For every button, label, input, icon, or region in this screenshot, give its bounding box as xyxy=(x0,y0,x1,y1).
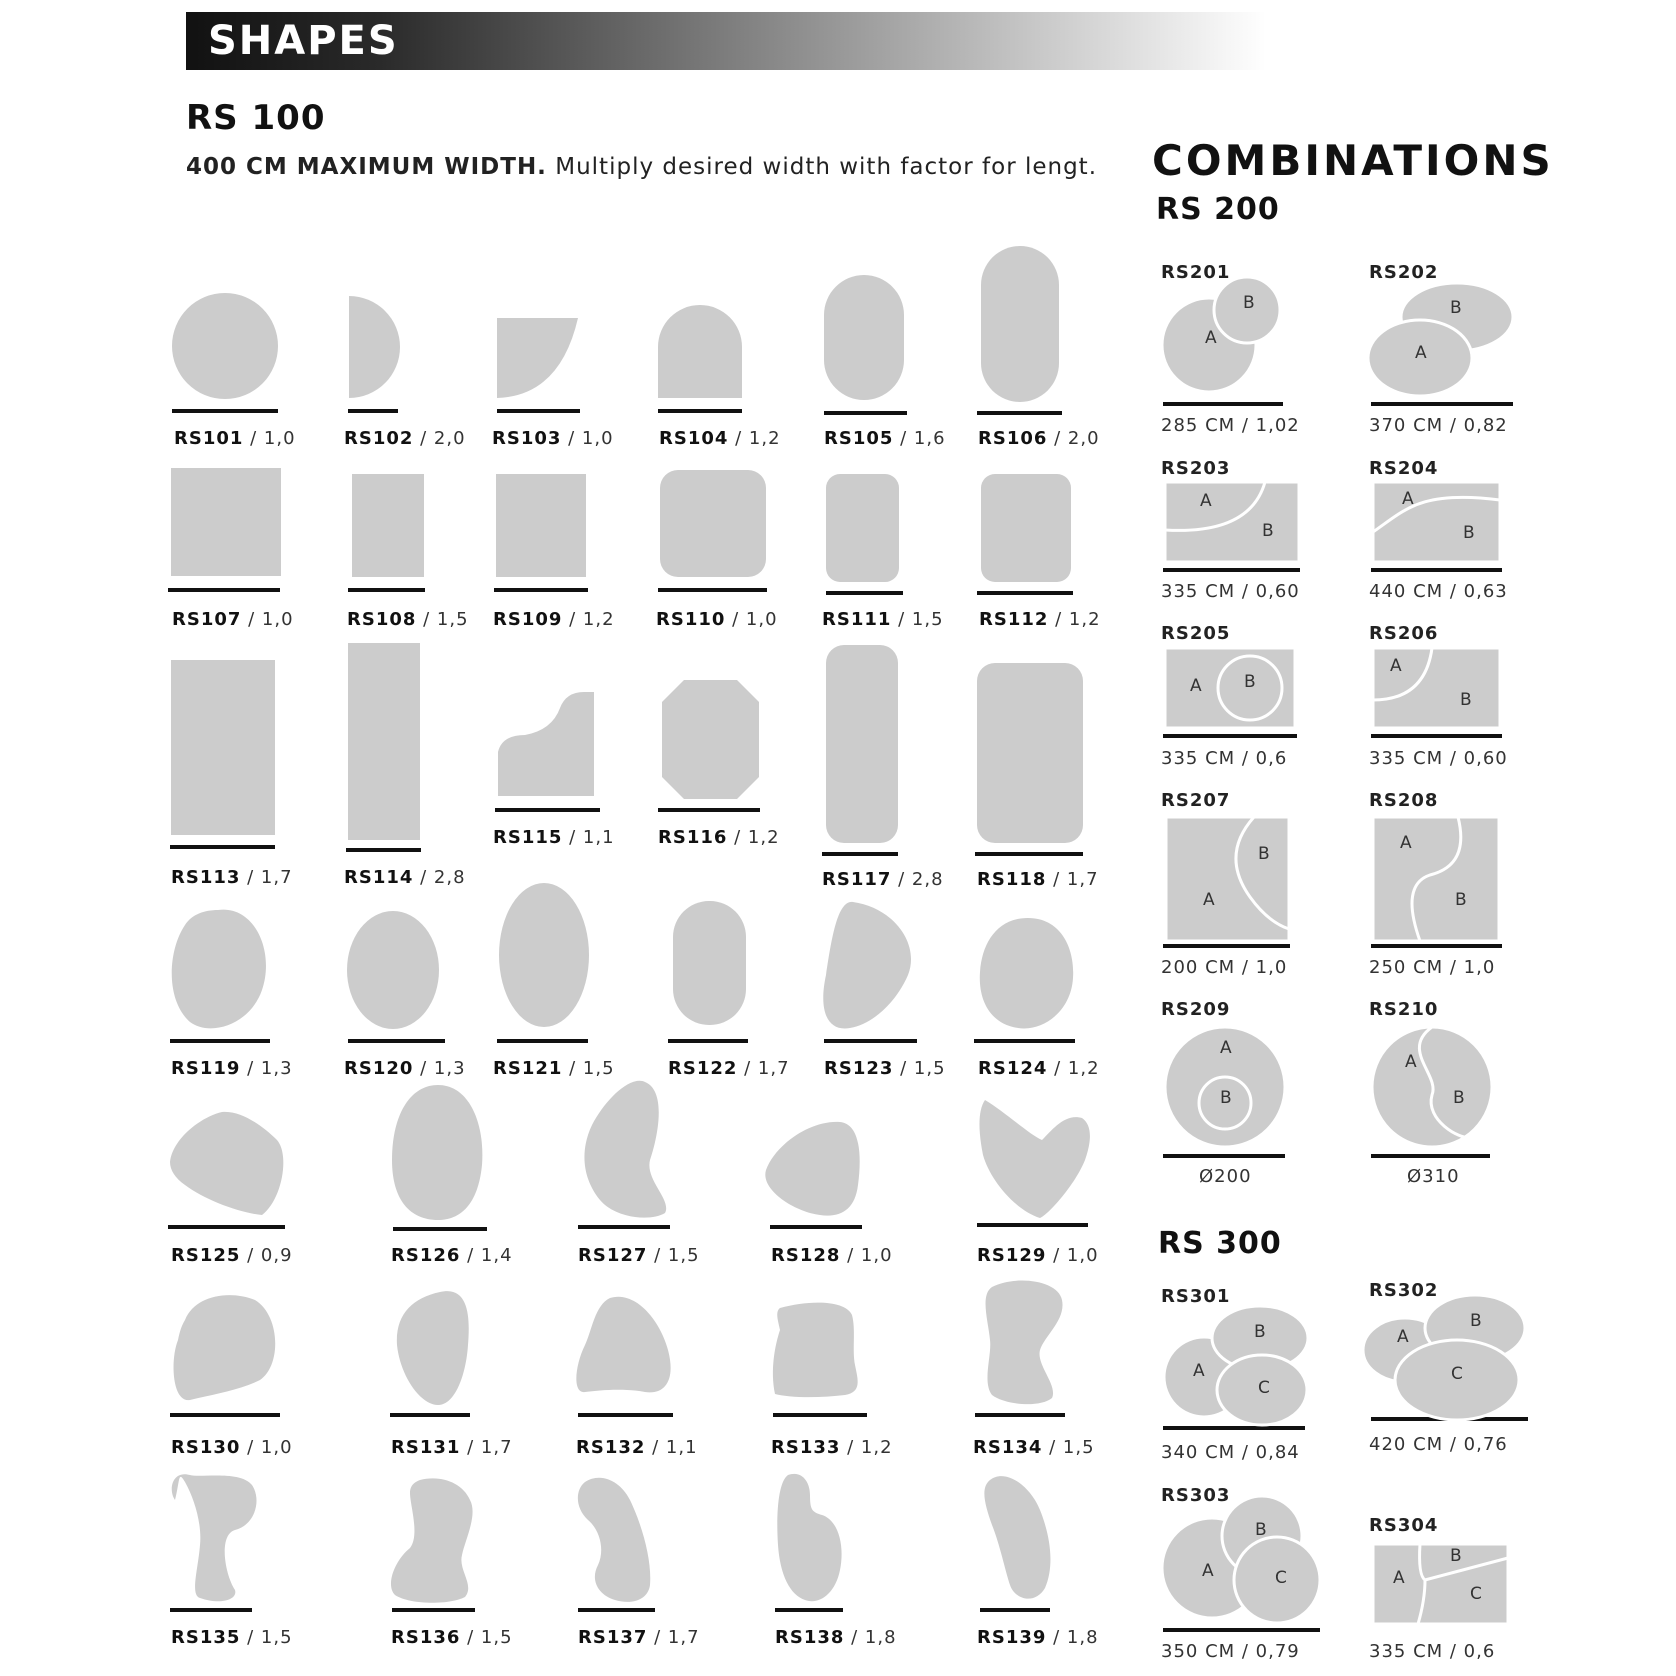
shape-rs107 xyxy=(171,468,281,576)
shape-code: RS128 xyxy=(771,1245,841,1266)
shape-code: RS127 xyxy=(578,1245,648,1266)
shape-code: RS122 xyxy=(668,1058,738,1079)
shape-factor: / 1,3 xyxy=(413,1058,466,1079)
shape-factor: / 1,7 xyxy=(737,1058,790,1079)
shape-code: RS129 xyxy=(977,1245,1047,1266)
part-letter-b: B xyxy=(1450,298,1463,318)
part-letter-a: A xyxy=(1400,833,1413,853)
shape-rs103 xyxy=(497,318,578,398)
combo-caption-rs202: 370 CM / 0,82 xyxy=(1369,415,1508,436)
combo-code-rs304: RS304 xyxy=(1369,1515,1439,1536)
shape-code: RS108 xyxy=(347,609,417,630)
shape-code: RS131 xyxy=(391,1437,461,1458)
part-letter-a: A xyxy=(1393,1568,1406,1588)
shape-rs131 xyxy=(397,1291,469,1405)
combinations-heading: COMBINATIONS xyxy=(1152,136,1554,185)
combo-code-rs303: RS303 xyxy=(1161,1485,1231,1506)
shape-rs121 xyxy=(499,883,589,1027)
combo-code-rs202: RS202 xyxy=(1369,262,1439,283)
shape-rs105 xyxy=(824,275,904,400)
shape-factor: / 1,7 xyxy=(1046,869,1099,890)
shape-code: RS130 xyxy=(171,1437,241,1458)
shape-label-rs126 xyxy=(391,1245,513,1266)
shape-rs136 xyxy=(391,1478,473,1602)
shape-rs111 xyxy=(826,474,899,582)
shape-rs112 xyxy=(981,474,1071,582)
shape-code: RS132 xyxy=(576,1437,646,1458)
shape-label-rs131 xyxy=(391,1437,513,1458)
shape-rs135 xyxy=(172,1474,257,1601)
shape-label-rs118 xyxy=(977,869,1099,890)
shape-rs129 xyxy=(979,1100,1089,1218)
combo-caption-rs201: 285 CM / 1,02 xyxy=(1161,415,1300,436)
shape-code: RS110 xyxy=(656,609,726,630)
part-letter-b: B xyxy=(1455,890,1468,910)
shape-factor: / 1,0 xyxy=(725,609,778,630)
shape-code: RS125 xyxy=(171,1245,241,1266)
shape-label-rs119 xyxy=(171,1058,293,1079)
shape-label-rs135 xyxy=(171,1627,293,1648)
shape-code: RS102 xyxy=(344,428,414,449)
part-letter-a: A xyxy=(1193,1361,1206,1381)
shape-factor: / 1,5 xyxy=(460,1627,513,1648)
shape-rs123 xyxy=(823,902,911,1029)
combo-code-rs301: RS301 xyxy=(1161,1286,1231,1307)
shape-label-rs130 xyxy=(171,1437,293,1458)
shape-label-rs139 xyxy=(977,1627,1099,1648)
part-letter-a: A xyxy=(1405,1052,1418,1072)
shape-rs116 xyxy=(662,680,759,799)
rs205 xyxy=(1165,648,1295,728)
shape-factor: / 1,0 xyxy=(243,428,296,449)
rs204 xyxy=(1373,482,1500,562)
shape-code: RS139 xyxy=(977,1627,1047,1648)
shape-factor: / 1,0 xyxy=(561,428,614,449)
shape-label-rs128 xyxy=(771,1245,893,1266)
shape-factor: / 1,8 xyxy=(1046,1627,1099,1648)
shape-rs114 xyxy=(348,643,420,840)
part-letter-a: A xyxy=(1415,343,1428,363)
part-letter-b: B xyxy=(1255,1520,1268,1540)
shape-factor: / 1,0 xyxy=(241,609,294,630)
shape-rs127 xyxy=(584,1081,666,1218)
shape-label-rs102 xyxy=(344,428,466,449)
combo-caption-rs209: Ø200 xyxy=(1199,1166,1252,1187)
part-letter-a: A xyxy=(1220,1038,1233,1058)
shape-factor: / 2,0 xyxy=(1047,428,1100,449)
combo-caption-rs210: Ø310 xyxy=(1407,1166,1460,1187)
part-letter-b: B xyxy=(1220,1088,1233,1108)
shape-factor: / 1,8 xyxy=(844,1627,897,1648)
subtitle-text: Multiply desired width with factor for lengt. xyxy=(546,154,1098,180)
shape-label-rs117 xyxy=(822,869,944,890)
shape-label-rs134 xyxy=(973,1437,1095,1458)
shape-factor: / 1,5 xyxy=(893,1058,946,1079)
shape-label-rs114 xyxy=(344,867,466,888)
shape-label-rs101 xyxy=(174,428,296,449)
shape-code: RS104 xyxy=(659,428,729,449)
shape-factor: / 1,5 xyxy=(647,1245,700,1266)
shape-rs101 xyxy=(172,293,278,399)
shape-factor: / 2,0 xyxy=(413,428,466,449)
rs208 xyxy=(1373,817,1499,941)
shape-rs133 xyxy=(773,1303,858,1397)
shape-factor: / 1,1 xyxy=(562,827,615,848)
shape-factor: / 1,4 xyxy=(460,1245,513,1266)
shape-code: RS116 xyxy=(658,827,728,848)
shape-rs132 xyxy=(576,1297,670,1393)
part-letter-b: B xyxy=(1244,672,1257,692)
shape-code: RS107 xyxy=(172,609,242,630)
shape-label-rs116 xyxy=(658,827,780,848)
shape-code: RS109 xyxy=(493,609,563,630)
shape-code: RS105 xyxy=(824,428,894,449)
shape-label-rs109 xyxy=(493,609,615,630)
shape-factor: / 0,9 xyxy=(240,1245,293,1266)
combo-caption-rs304: 335 CM / 0,6 xyxy=(1369,1641,1496,1662)
rs300-heading: RS 300 xyxy=(1158,1226,1282,1261)
shape-label-rs104 xyxy=(659,428,781,449)
shape-code: RS124 xyxy=(978,1058,1048,1079)
shape-rs124 xyxy=(980,918,1073,1029)
combo-caption-rs302: 420 CM / 0,76 xyxy=(1369,1434,1508,1455)
shape-factor: / 1,7 xyxy=(647,1627,700,1648)
shape-factor: / 1,5 xyxy=(562,1058,615,1079)
shape-factor: / 1,2 xyxy=(562,609,615,630)
shape-code: RS115 xyxy=(493,827,563,848)
shape-label-rs129 xyxy=(977,1245,1099,1266)
shape-factor: / 1,2 xyxy=(727,827,780,848)
shape-code: RS118 xyxy=(977,869,1047,890)
part-letter-b: B xyxy=(1258,844,1271,864)
shape-factor: / 1,5 xyxy=(416,609,469,630)
shape-code: RS120 xyxy=(344,1058,414,1079)
shape-rs117 xyxy=(826,645,898,843)
combo-code-rs203: RS203 xyxy=(1161,458,1231,479)
shape-code: RS126 xyxy=(391,1245,461,1266)
combo-caption-rs208: 250 CM / 1,0 xyxy=(1369,957,1496,978)
shape-rs125 xyxy=(170,1112,283,1215)
shape-label-rs138 xyxy=(775,1627,897,1648)
combo-code-rs208: RS208 xyxy=(1369,790,1439,811)
part-letter-c: C xyxy=(1258,1378,1271,1398)
shape-label-rs105 xyxy=(824,428,946,449)
shape-factor: / 1,5 xyxy=(891,609,944,630)
shape-code: RS103 xyxy=(492,428,562,449)
shape-code: RS138 xyxy=(775,1627,845,1648)
combo-code-rs207: RS207 xyxy=(1161,790,1231,811)
shape-code: RS106 xyxy=(978,428,1048,449)
combo-caption-rs204: 440 CM / 0,63 xyxy=(1369,581,1508,602)
combo-caption-rs205: 335 CM / 0,6 xyxy=(1161,748,1288,769)
part-letter-a: A xyxy=(1205,328,1218,348)
shape-label-rs125 xyxy=(171,1245,293,1266)
shape-factor: / 1,7 xyxy=(460,1437,513,1458)
shape-rs102 xyxy=(349,296,400,398)
shape-label-rs113 xyxy=(171,867,293,888)
shape-code: RS119 xyxy=(171,1058,241,1079)
shape-label-rs121 xyxy=(493,1058,615,1079)
shape-label-rs132 xyxy=(576,1437,698,1458)
shape-rs108 xyxy=(352,474,424,577)
shape-label-rs108 xyxy=(347,609,469,630)
shape-label-rs111 xyxy=(822,609,944,630)
part-letter-b: B xyxy=(1463,523,1476,543)
shape-rs119 xyxy=(172,910,266,1029)
shape-code: RS134 xyxy=(973,1437,1043,1458)
shape-label-rs123 xyxy=(824,1058,946,1079)
shape-label-rs124 xyxy=(978,1058,1100,1079)
shape-rs115 xyxy=(498,692,594,796)
shape-label-rs133 xyxy=(771,1437,893,1458)
part-letter-a: A xyxy=(1200,491,1213,511)
part-letter-a: A xyxy=(1390,656,1403,676)
part-letter-a: A xyxy=(1402,489,1415,509)
rs207 xyxy=(1166,817,1289,941)
shape-rs113 xyxy=(171,660,275,835)
shape-label-rs112 xyxy=(979,609,1101,630)
shape-label-rs115 xyxy=(493,827,615,848)
shape-rs120 xyxy=(347,911,439,1029)
part-letter-b: B xyxy=(1254,1322,1267,1342)
combo-code-rs206: RS206 xyxy=(1369,623,1439,644)
shape-rs128 xyxy=(765,1122,859,1216)
shape-rs138 xyxy=(777,1474,841,1601)
part-letter-c: C xyxy=(1451,1364,1464,1384)
shape-code: RS135 xyxy=(171,1627,241,1648)
combo-code-rs204: RS204 xyxy=(1369,458,1439,479)
part-letter-b: B xyxy=(1262,521,1275,541)
shape-factor: / 1,1 xyxy=(645,1437,698,1458)
shape-rs139 xyxy=(984,1476,1050,1599)
shape-label-rs120 xyxy=(344,1058,466,1079)
shape-factor: / 1,2 xyxy=(840,1437,893,1458)
shape-factor: / 1,2 xyxy=(1048,609,1101,630)
combo-caption-rs303: 350 CM / 0,79 xyxy=(1161,1641,1300,1662)
part-letter-b: B xyxy=(1453,1088,1466,1108)
shape-rs106 xyxy=(981,246,1059,402)
shape-code: RS136 xyxy=(391,1627,461,1648)
shape-factor: / 1,0 xyxy=(240,1437,293,1458)
section-title: SHAPES xyxy=(208,18,399,64)
shape-factor: / 2,8 xyxy=(891,869,944,890)
shape-rs104 xyxy=(658,305,742,398)
shape-label-rs103 xyxy=(492,428,614,449)
combination-drawings xyxy=(1162,277,1525,1624)
rs200-heading: RS 200 xyxy=(1156,192,1280,227)
part-letter-a: A xyxy=(1203,890,1216,910)
shape-factor: / 1,2 xyxy=(728,428,781,449)
part-letter-a: A xyxy=(1202,1561,1215,1581)
part-letter-c: C xyxy=(1275,1568,1288,1588)
combo-code-rs201: RS201 xyxy=(1161,262,1231,283)
combo-code-rs209: RS209 xyxy=(1161,999,1231,1020)
combo-caption-rs206: 335 CM / 0,60 xyxy=(1369,748,1508,769)
shape-code: RS114 xyxy=(344,867,414,888)
part-letter-a: A xyxy=(1190,676,1203,696)
shape-code: RS111 xyxy=(822,609,892,630)
shape-factor: / 1,0 xyxy=(840,1245,893,1266)
shape-rs134 xyxy=(986,1281,1063,1405)
rs100-heading: RS 100 xyxy=(186,98,326,138)
shape-factor: / 2,8 xyxy=(413,867,466,888)
shape-label-rs136 xyxy=(391,1627,513,1648)
shape-code: RS101 xyxy=(174,428,244,449)
part-letter-a: A xyxy=(1397,1327,1410,1347)
shape-factor: / 1,6 xyxy=(893,428,946,449)
shape-label-rs137 xyxy=(578,1627,700,1648)
shape-code: RS113 xyxy=(171,867,241,888)
shape-label-rs106 xyxy=(978,428,1100,449)
part-letter-c: C xyxy=(1470,1584,1483,1604)
combo-code-rs205: RS205 xyxy=(1161,623,1231,644)
shape-factor: / 1,3 xyxy=(240,1058,293,1079)
combo-caption-rs207: 200 CM / 1,0 xyxy=(1161,957,1288,978)
shape-code: RS123 xyxy=(824,1058,894,1079)
shape-label-rs110 xyxy=(656,609,778,630)
shape-code: RS137 xyxy=(578,1627,648,1648)
shape-factor: / 1,7 xyxy=(240,867,293,888)
part-letter-b: B xyxy=(1450,1546,1463,1566)
subtitle-bold: 400 CM MAXIMUM WIDTH. xyxy=(186,154,547,180)
part-letter-b: B xyxy=(1243,293,1256,313)
combo-code-rs210: RS210 xyxy=(1369,999,1439,1020)
shape-factor: / 1,5 xyxy=(1042,1437,1095,1458)
part-letter-b: B xyxy=(1470,1311,1483,1331)
shape-rs126 xyxy=(392,1085,482,1220)
shape-rs118 xyxy=(977,663,1083,843)
shape-factor: / 1,0 xyxy=(1046,1245,1099,1266)
shape-code: RS117 xyxy=(822,869,892,890)
shape-rs110 xyxy=(660,470,766,577)
shape-label-rs122 xyxy=(668,1058,790,1079)
shape-label-rs107 xyxy=(172,609,294,630)
shape-rs109 xyxy=(496,474,586,577)
combo-code-rs302: RS302 xyxy=(1369,1280,1439,1301)
shape-rs122 xyxy=(673,901,746,1025)
shape-rs130 xyxy=(174,1295,276,1400)
combo-caption-rs301: 340 CM / 0,84 xyxy=(1161,1442,1300,1463)
combo-caption-rs203: 335 CM / 0,60 xyxy=(1161,581,1300,602)
shape-factor: / 1,5 xyxy=(240,1627,293,1648)
shape-code: RS112 xyxy=(979,609,1049,630)
part-letter-b: B xyxy=(1460,690,1473,710)
shape-factor: / 1,2 xyxy=(1047,1058,1100,1079)
shape-code: RS133 xyxy=(771,1437,841,1458)
shape-rs137 xyxy=(578,1478,650,1602)
shape-label-rs127 xyxy=(578,1245,700,1266)
shape-code: RS121 xyxy=(493,1058,563,1079)
